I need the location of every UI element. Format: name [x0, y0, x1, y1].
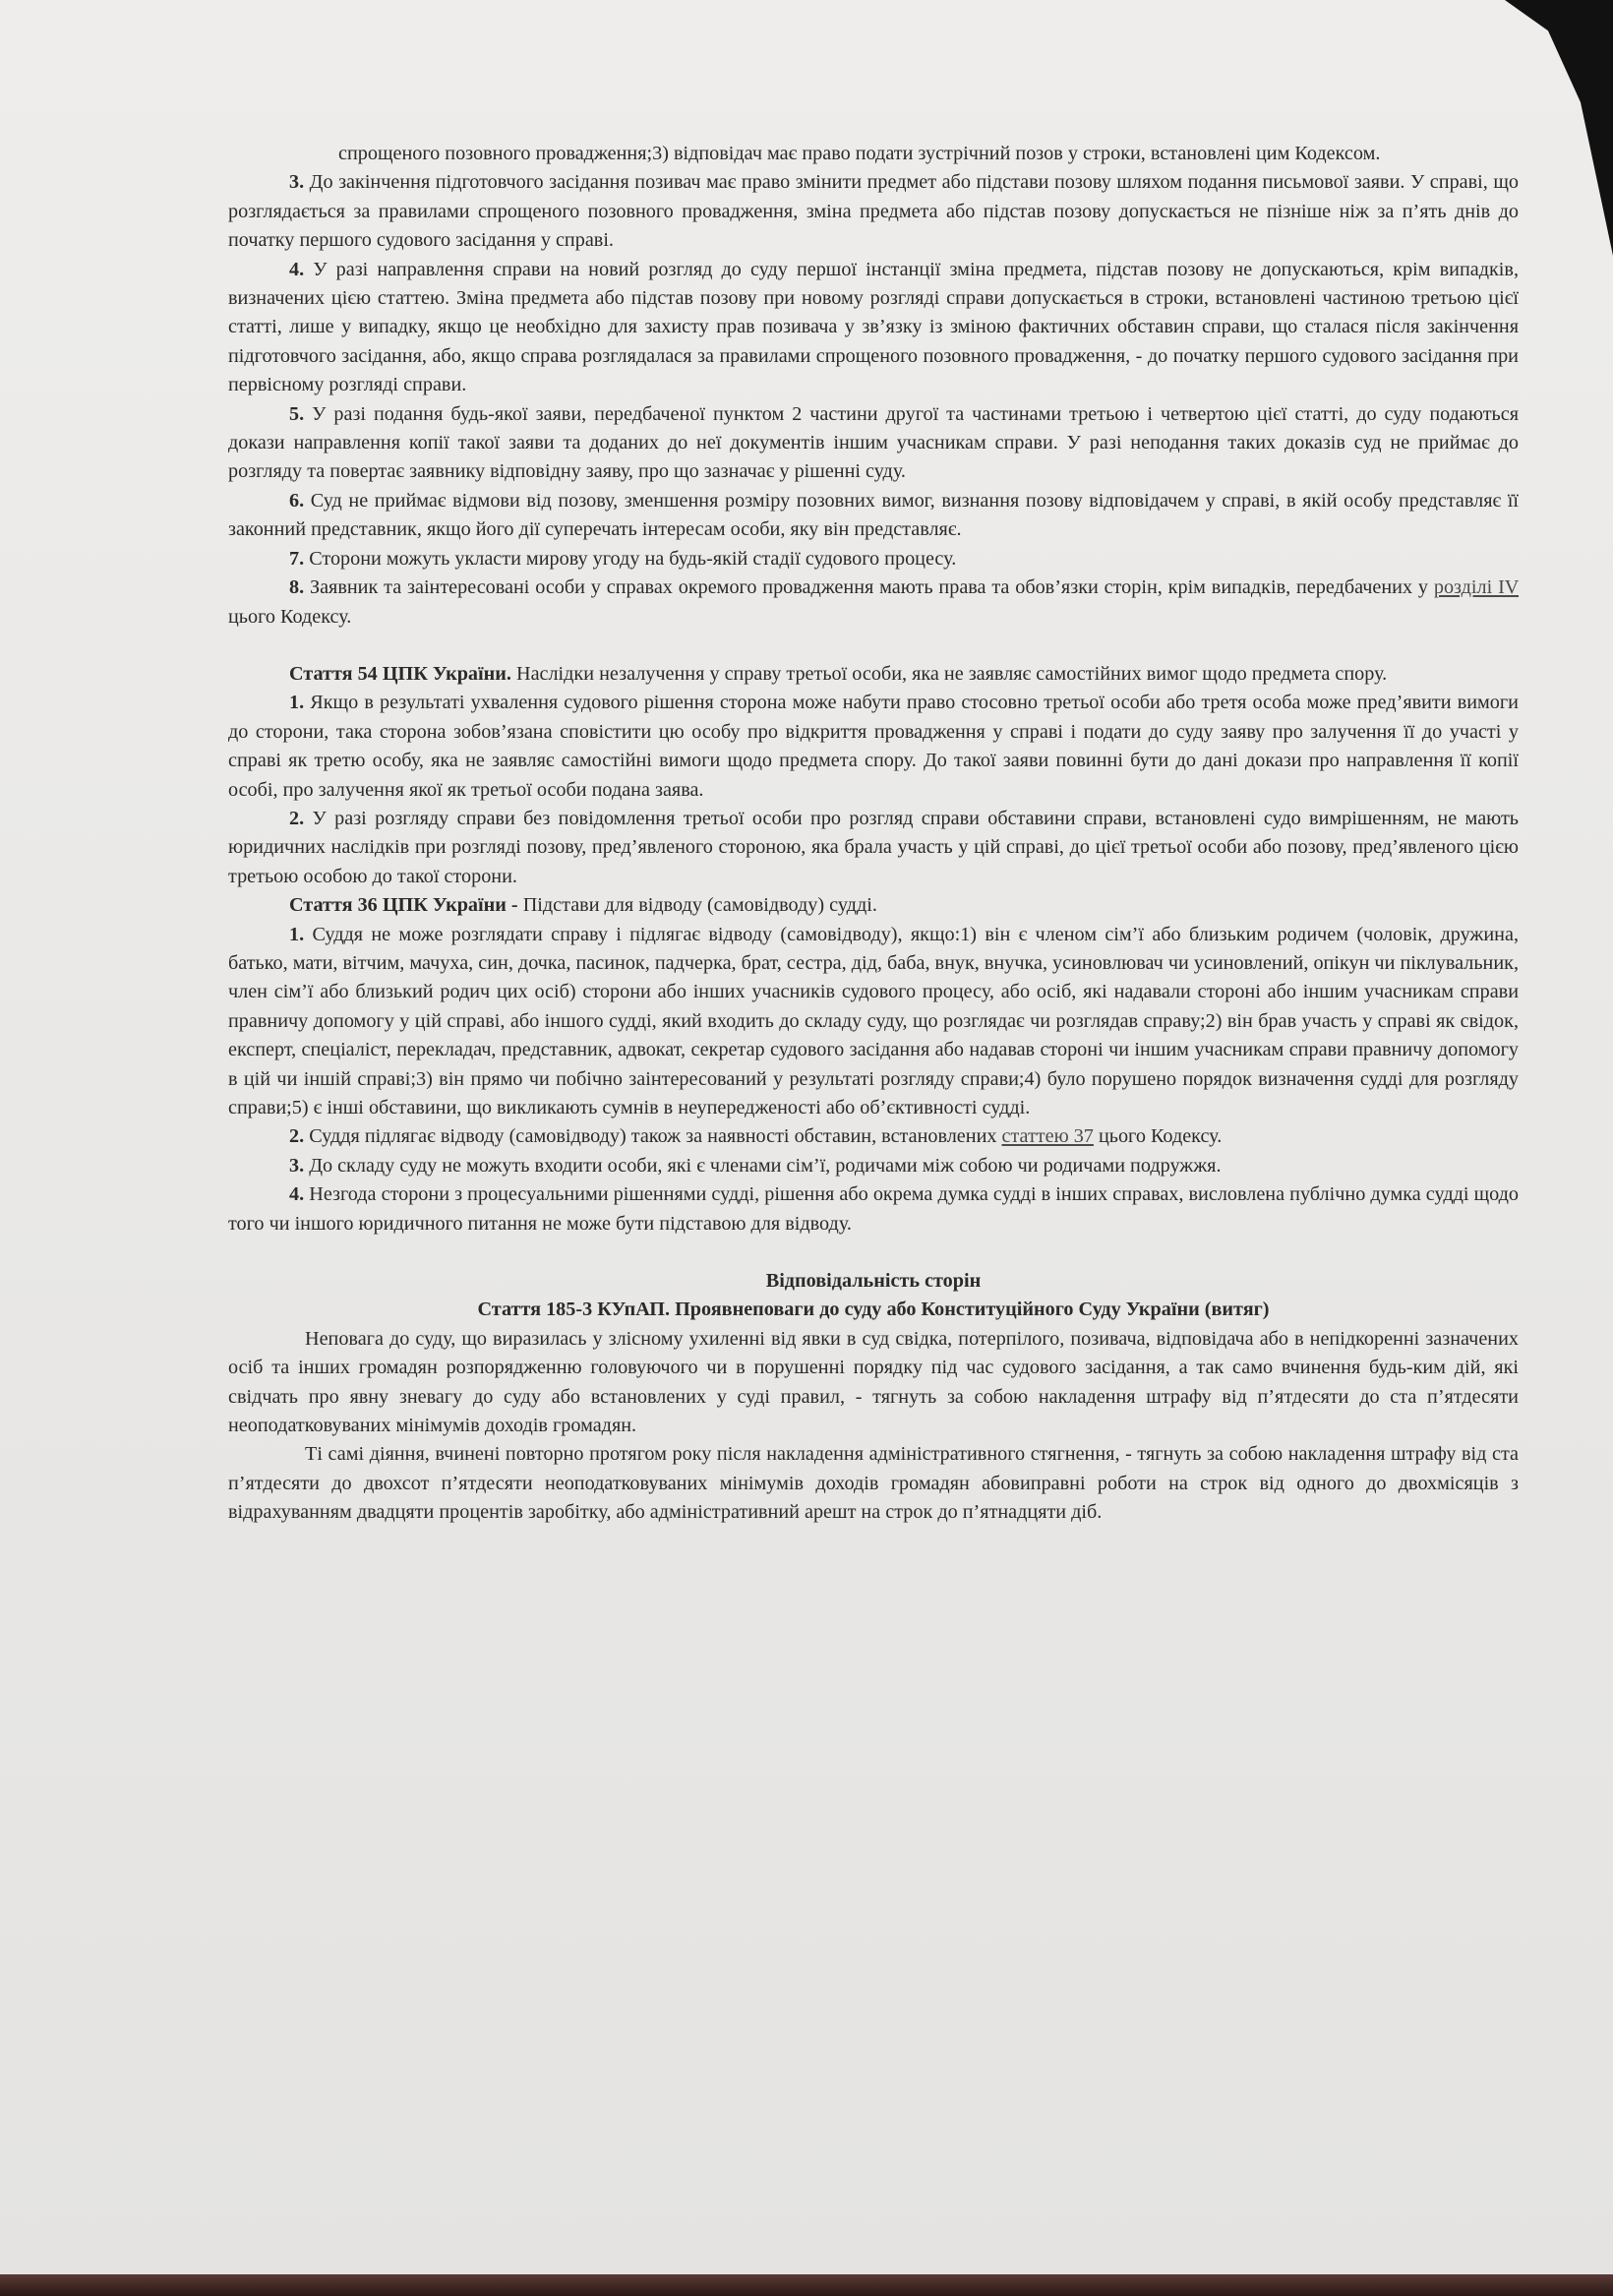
paragraph-number: 1.	[289, 692, 305, 714]
paragraph-number: 5.	[289, 402, 305, 425]
section-iv-link[interactable]: розділі IV	[1433, 576, 1520, 599]
article-subject: Підстави для відводу (самовідводу) судді.	[517, 894, 877, 917]
folded-corner	[1505, 0, 1613, 256]
kupap-paragraph-1: Неповага до суду, що виразилась у злісному ухиленні від явки в суд свідка, потерпілого, позивача, відповідача або в непідкоренні зазначених осіб та інших громадян розпорядженню головуючого чи в порушенні порядку під час судового засідання, а так само вчинення будь-ким дій, які свідчать про явну зневагу до суду або встановлених у суді правил, - тягнуть за собою накладення штрафу від п’ятдесяти до ста п’ятдесяти неоподатковуваних мінімумів доходів громадян.	[228, 1327, 1519, 1437]
paragraph-text: Суд не приймає відмови від позову, зменшення розміру позовних вимог, визнання позову відповідачем у справі, в якій особу представляє її законний представник, якщо його дії суперечать інтересам особи, яку він представляє.	[228, 489, 1519, 541]
scan-bottom-edge	[0, 2274, 1613, 2296]
article-title: Стаття 36 ЦПК України -	[289, 894, 518, 917]
paragraph-number: 3.	[289, 171, 305, 194]
paragraph-text: У разі розгляду справи без повідомлення третьої особи про розгляд справи обставини справи, встановлені судо вимрішенням, не мають юридичних наслідків при розгляді позову, пред’явленого стороною, яка брала участь у цій справі, до цієї третьої особи або позову, пред’явленого цією третьою особою до такої сторони.	[228, 807, 1519, 887]
paragraph-8	[228, 574, 1519, 632]
paragraph-number: 4.	[289, 1183, 305, 1206]
article-54-paragraph-1	[228, 689, 1519, 805]
paragraph-5	[228, 400, 1519, 487]
kupap-paragraph-2: Ті самі діяння, вчинені повторно протягом року після накладення адміністративного стягнення, - тягнуть за собою накладення штрафу від ста п’ятдесяти до двохсот п’ятдесяти неоподатковуваних мінімумів доходів громадян абовиправні роботи на строк від одного до двохмісяців з відрахуванням двадцяти процентів заробітку, або адміністративний арешт на строк до п’ятнадцяти діб.	[228, 1443, 1519, 1524]
paragraph-number: 1.	[289, 923, 305, 945]
paragraph-number: 8.	[289, 576, 305, 599]
article-185-3-heading: Стаття 185-3 КУпАП. Проявнеповаги до суду або Конституційного Суду України (витяг)	[477, 1299, 1270, 1321]
article-36-paragraph-1	[228, 921, 1519, 1123]
article-36-paragraph-3	[228, 1152, 1519, 1180]
paragraph-text: До закінчення підготовчого засідання позивач має право змінити предмет або підстави позову шляхом подання письмової заяви. У справі, що розглядається за правилами спрощеного позовного провадження, зміна предмета або підстав позову допускається не пізніше ніж за п’ять днів до початку першого судового засідання у справі.	[228, 171, 1519, 252]
paragraph-7	[228, 545, 1519, 574]
article-36-paragraph-2	[228, 1122, 1519, 1151]
paragraph-text: Якщо в результаті ухвалення судового рішення сторона може набути право стосовно третьої особи або третя особа може пред’явити вимоги до сторони, така сторона зобов’язана сповістити цю особу про відкриття провадження у справі і подати до суду заяву про залучення її до участі у справі як третю особу, яка не заявляє самостійні вимоги щодо предмета спору. До такої заяви повинні бути до дані докази про направлення її копії особі, про залучення якої як третьої особи подана заява.	[228, 692, 1519, 801]
paragraph-text: У разі подання будь-якої заяви, передбаченої пунктом 2 частини другої та частинами третьою і четвертою цієї статті, до суду подаються докази направлення копії такої заяви та доданих до неї документів іншим учасникам справи. У разі неподання таких доказів суд не приймає до розгляду та повертає заявнику відповідну заяву, про що зазначає у рішенні суду.	[228, 402, 1519, 483]
paragraph-number: 4.	[289, 258, 305, 280]
article-37-link[interactable]: статтею 37	[1001, 1125, 1094, 1148]
paragraph-number: 6.	[289, 489, 305, 512]
paragraph-6	[228, 487, 1519, 545]
paragraph-4	[228, 256, 1519, 400]
article-subject: Наслідки незалучення у справу третьої особи, яка не заявляє самостійних вимог щодо предмета спору.	[510, 662, 1388, 685]
continuation-line: спрощеного позовного провадження;3) відповідач має право подати зустрічний позов у строки, встановлені цим Кодексом.	[338, 143, 1381, 164]
section-heading-responsibility: Відповідальність сторін	[765, 1270, 982, 1293]
paragraph-number: 7.	[289, 547, 305, 570]
paragraph-number: 2.	[289, 1125, 305, 1148]
article-36-heading	[228, 891, 1519, 920]
paragraph-text: У разі направлення справи на новий розгляд до суду першої інстанції зміна предмета, підстав позову не допускаються, крім випадків, визначених цією статтею. Зміна предмета або підстав позову при новому розгляді справи допускається в строки, встановлені частиною третьою цієї статті, лише у випадку, якщо це необхідно для захисту прав позивача у зв’язку із зміною фактичних обставин справи, що сталася після закінчення підготовчого засідання, або, якщо справа розглядалася за правилами спрощеного позовного провадження, - до початку першого судового засідання при первісному розгляді справи.	[228, 258, 1519, 396]
paragraph-number: 3.	[289, 1154, 305, 1177]
document-body	[228, 140, 1519, 1528]
article-36-paragraph-4	[228, 1180, 1519, 1239]
article-54-paragraph-2	[228, 805, 1519, 891]
article-title: Стаття 54 ЦПК України.	[289, 662, 511, 685]
paragraph-3	[228, 168, 1519, 255]
paragraph-text: Суддя підлягає відводу (самовідводу) також за наявності обставин, встановлених	[304, 1125, 1002, 1148]
paragraph-text: Сторони можуть укласти мирову угоду на будь-якій стадії судового процесу.	[304, 547, 957, 570]
paragraph-text: цього Кодексу.	[1093, 1125, 1223, 1148]
paragraph-number: 2.	[289, 807, 305, 829]
paragraph-text: Заявник та заінтересовані особи у справах окремого провадження мають права та обов’язки сторін, крім випадків, передбачених у	[304, 576, 1434, 599]
paragraph-text: цього Кодексу.	[228, 605, 352, 628]
paragraph-text: Незгода сторони з процесуальними рішеннями судді, рішення або окрема думка судді в інших справах, висловлена публічно думка судді щодо того чи іншого юридичного питання не може бути підставою для відводу.	[228, 1183, 1519, 1235]
article-54-heading	[228, 660, 1519, 689]
paragraph-text: До складу суду не можуть входити особи, які є членами сім’ї, родичами між собою чи родичами подружжя.	[304, 1154, 1222, 1177]
paragraph-text: Суддя не може розглядати справу і підлягає відводу (самовідводу), якщо:1) він є членом сім’ї або близьким родичем (чоловік, дружина, батько, мати, вітчим, мачуха, син, дочка, пасинок, падчерка, брат, сестра, дід, баба, внук, внучка, усиновлювач чи усиновлений, опікун чи піклувальник, член сім’ї або близький родич цих осіб) сторони або інших учасників судового процесу, або осіб, які надавали стороні або іншим учасникам справи правничу допомогу у цій справі, або іншого судді, який входить до складу суду, що розглядає чи розглядав справу;2) він брав участь у справі як свідок, експерт, спеціаліст, перекладач, представник, адвокат, секретар судового засідання або надавав стороні чи іншим учасникам справи правничу допомогу в цій чи іншій справі;3) він прямо чи побічно заінтересований у результаті розгляду справи;4) було порушено порядок визначення судді для розгляду справи;5) є інші обставини, що викликають сумнів в неупередженості або об’єктивності судді.	[228, 923, 1519, 1118]
